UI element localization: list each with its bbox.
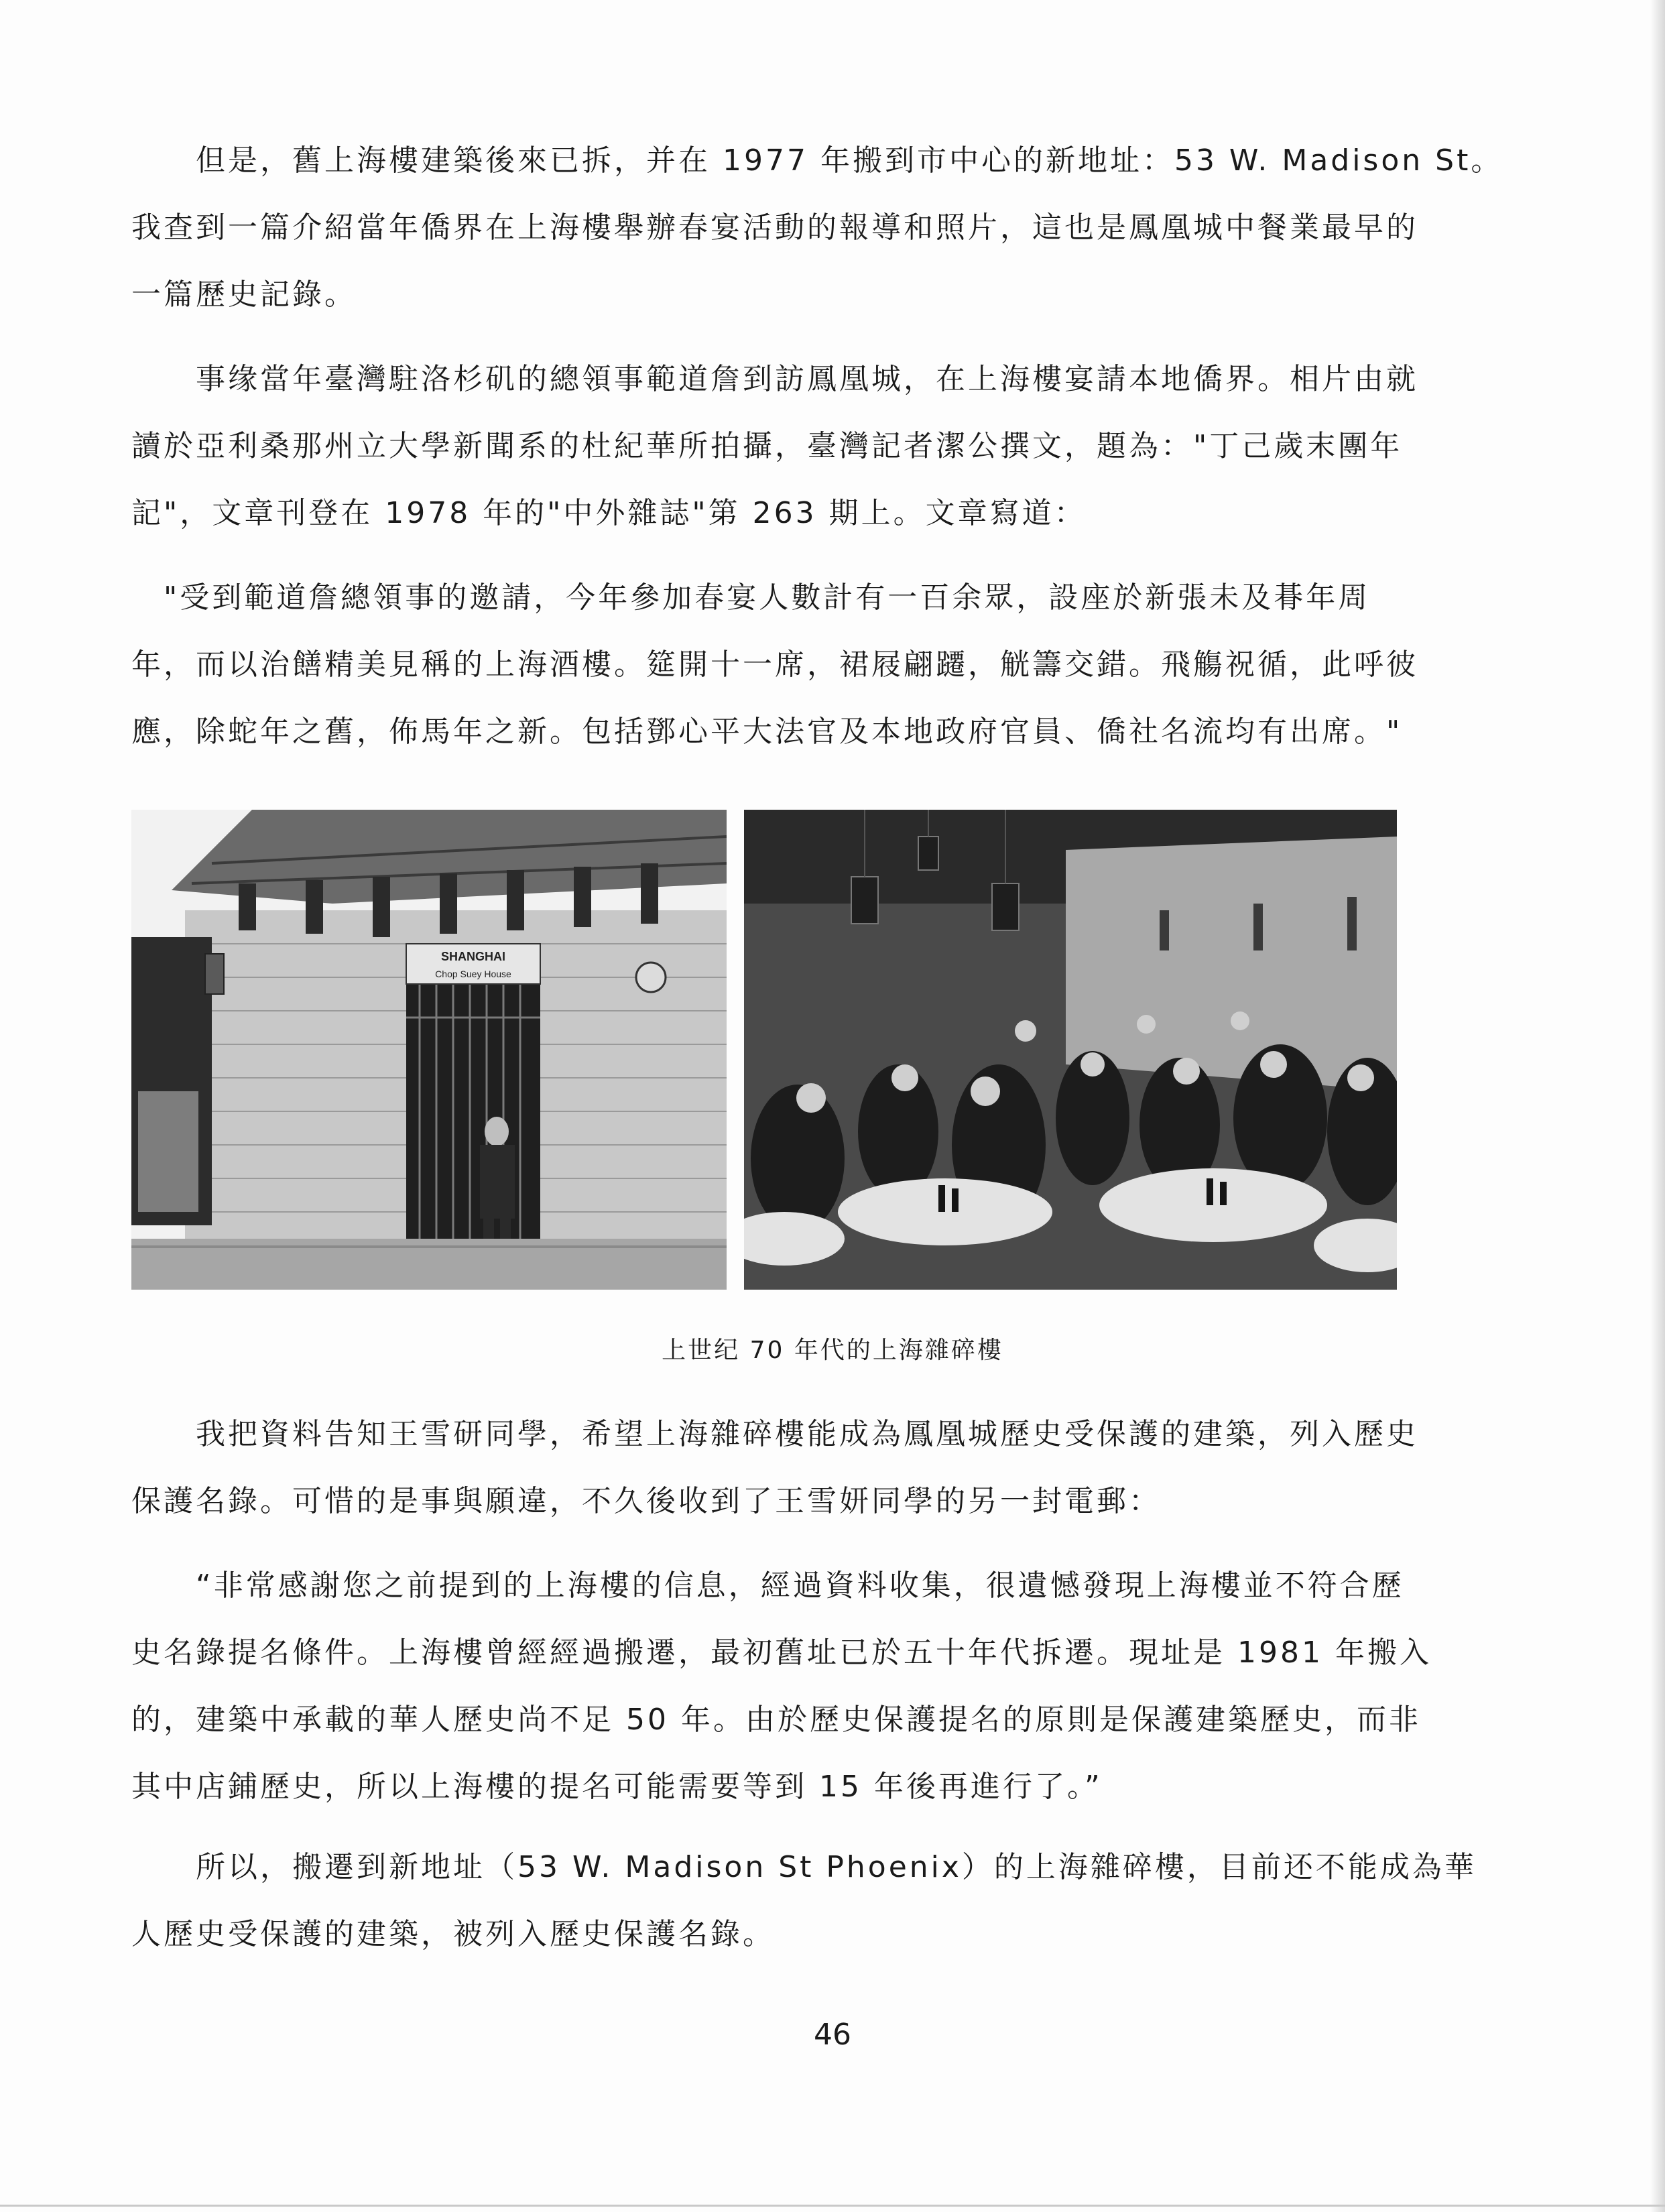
- sign-text-bottom: Chop Suey House: [435, 969, 511, 979]
- page-number: 46: [814, 2018, 851, 2052]
- text-line: 史名錄提名條件。上海樓曾經經過搬遷，最初舊址已於五十年代拆遷。現址是 1981 年搬入: [131, 1636, 1432, 1670]
- restaurant-entrance-photo: [131, 810, 727, 1290]
- quote-paragraph-2: [131, 1552, 1512, 1821]
- scan-edge-line: [0, 2205, 1665, 2207]
- text-line: 年，而以治饍精美見稱的上海酒樓。筵開十一席，裙屐翩躚，觥籌交錯。飛觴祝循，此呼彼: [131, 648, 1418, 682]
- scan-edge-shadow: [1650, 0, 1665, 2212]
- banquet-hall-photo: [744, 810, 1397, 1290]
- figure-caption: 上世纪 70 年代的上海雜碎樓: [662, 1337, 1003, 1364]
- text-line: 的，建築中承載的華人歷史尚不足 50 年。由於歷史保護提名的原則是保護建築歷史，而非: [131, 1703, 1421, 1737]
- text-line: 人歷史受保護的建築，被列入歷史保護名錄。: [131, 1917, 775, 1951]
- paragraph-2: [131, 346, 1512, 547]
- paragraph-4: [131, 1401, 1512, 1535]
- sign-text-top: SHANGHAI: [440, 950, 506, 963]
- text-line: 但是，舊上海樓建築後來已拆，并在 1977 年搬到市中心的新地址：53 W. Madison St。: [131, 143, 1503, 178]
- text-line: 一篇歷史記錄。: [131, 278, 357, 312]
- text-line: “非常感謝您之前提到的上海樓的信息，經過資料收集，很遺憾發現上海樓並不符合歷: [131, 1569, 1404, 1603]
- paragraph-6: [131, 1834, 1512, 1968]
- text-line: 所以，搬遷到新地址（53 W. Madison St Phoenix）的上海雜碎樓，目前还不能成為華: [131, 1850, 1477, 1884]
- photo-pair: [131, 810, 1405, 1290]
- text-line: 讀於亞利桑那州立大學新聞系的杜紀華所拍攝，臺灣記者潔公撰文，題為："丁己歲末團年: [131, 429, 1403, 463]
- text-line: 事缘當年臺灣駐洛杉矶的總領事範道詹到訪鳳凰城，在上海樓宴請本地僑界。相片由就: [131, 362, 1418, 396]
- text-line: 我查到一篇介紹當年僑界在上海樓舉辦春宴活動的報導和照片，這也是鳳凰城中餐業最早的: [131, 210, 1418, 245]
- quote-paragraph-1: [131, 564, 1512, 765]
- paragraph-1: [131, 127, 1512, 328]
- text-line: "受到範道詹總領事的邀請，今年參加春宴人數計有一百余眾，設座於新張未及朞年周: [131, 580, 1371, 615]
- text-line: 記"，文章刊登在 1978 年的"中外雜誌"第 263 期上。文章寫道：: [131, 496, 1087, 530]
- text-line: 應，除蛇年之舊，佈馬年之新。包括鄧心平大法官及本地政府官員、僑社名流均有出席。": [131, 715, 1403, 749]
- text-line: 其中店鋪歷史，所以上海樓的提名可能需要等到 15 年後再進行了。”: [131, 1770, 1103, 1804]
- text-line: 我把資料告知王雪研同學，希望上海雜碎樓能成為鳳凰城歷史受保護的建築，列入歷史: [131, 1417, 1418, 1451]
- text-line: 保護名錄。可惜的是事與願違，不久後收到了王雪妍同學的另一封電郵：: [131, 1484, 1161, 1518]
